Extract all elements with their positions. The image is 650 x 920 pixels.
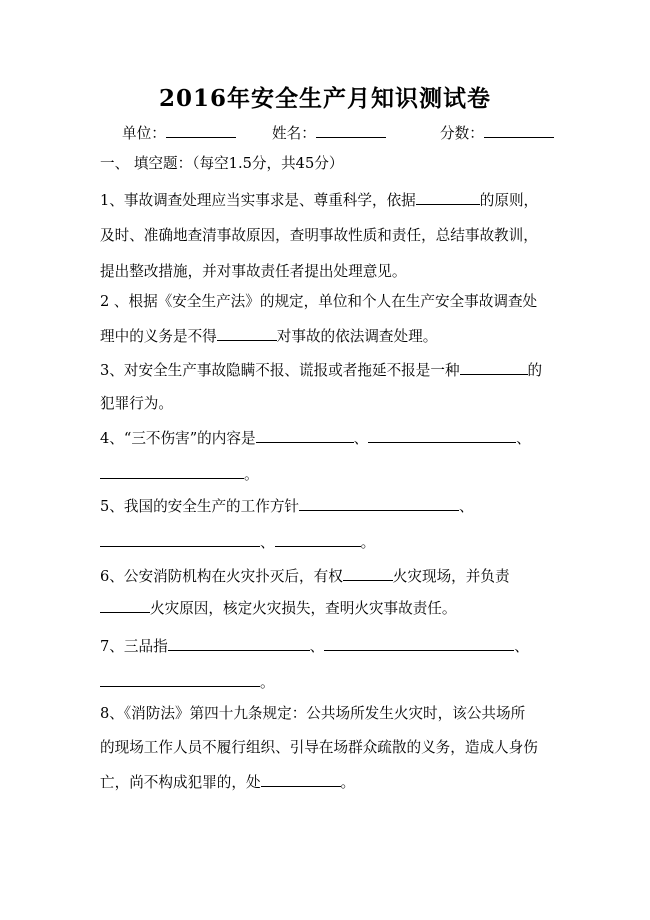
unit-field [122, 122, 236, 144]
question-7-line-1 [100, 636, 529, 656]
question-4-sep-2: 、 [516, 430, 531, 447]
question-7-line-2 [100, 672, 275, 692]
question-8-line-1: 8、《消防法》第四十九条规定：公共场所发生火灾时，该公共场所 [100, 705, 526, 722]
score-label: 分数： [440, 125, 484, 142]
question-7-sep-2: 、 [514, 638, 529, 655]
question-6-text-b: 火灾现场，并负责 [392, 568, 510, 585]
question-7-sep-1: 、 [309, 638, 325, 655]
question-4-sep-1: 、 [353, 430, 369, 447]
question-3-blank[interactable] [460, 360, 528, 375]
question-1-line-3: 提出整改措施，并对事故责任者提出处理意见。 [100, 263, 407, 280]
unit-label: 单位： [122, 125, 166, 142]
question-7-end: 。 [260, 674, 275, 691]
question-6-blank-2[interactable] [100, 598, 150, 613]
question-2-line-2 [100, 326, 437, 346]
question-7-blank-1[interactable] [168, 636, 310, 651]
name-blank[interactable] [316, 122, 386, 138]
question-4-text-a: 4、“三不伤害”的内容是 [100, 430, 256, 447]
unit-blank[interactable] [166, 122, 236, 138]
question-3-line-2: 犯罪行为。 [100, 395, 173, 412]
question-5-blank-2[interactable] [100, 532, 260, 547]
question-1-line-2: 及时、准确地查清事故原因，查明事故性质和责任，总结事故教训， [100, 227, 538, 244]
question-4-line-1 [100, 428, 531, 448]
question-6-line-1 [100, 566, 510, 586]
question-3-text-b: 的 [527, 362, 543, 379]
question-7-blank-3[interactable] [100, 672, 260, 687]
score-field [440, 122, 554, 144]
question-5-sep-2: 、 [260, 534, 275, 551]
question-4-blank-2[interactable] [368, 428, 516, 443]
question-4-line-2 [100, 464, 259, 484]
question-5-line-2 [100, 532, 375, 552]
name-field [272, 122, 386, 144]
question-5-blank-3[interactable] [275, 532, 361, 547]
question-2-line-1: 2 、根据《安全生产法》的规定，单位和个人在生产安全事故调查处 [100, 293, 538, 310]
question-8-blank[interactable] [261, 772, 341, 787]
question-3-line-1 [100, 360, 542, 380]
question-4-end: 。 [244, 466, 259, 483]
question-7-text-a: 7、三品指 [100, 638, 168, 655]
question-5-line-1 [100, 496, 474, 516]
question-1-blank[interactable] [416, 190, 480, 205]
question-5-text-a: 5、我国的安全生产的工作方针 [100, 498, 300, 515]
question-5-end: 。 [360, 534, 376, 551]
question-4-blank-3[interactable] [100, 464, 244, 479]
question-8-end: 。 [340, 774, 356, 791]
question-2-text-b: 对事故的依法调查处理。 [276, 328, 438, 345]
question-4-blank-1[interactable] [256, 428, 354, 443]
page-title: 2016年安全生产月知识测试卷 [158, 85, 491, 112]
question-6-text-a: 6、公安消防机构在火灾扑灭后，有权 [100, 568, 343, 585]
question-8-line-2: 的现场工作人员不履行组织、引导在场群众疏散的义务，造成人身伤 [100, 739, 538, 756]
question-5-blank-1[interactable] [299, 496, 459, 511]
question-3-text-a: 3、对安全生产事故隐瞒不报、谎报或者拖延不报是一种 [100, 362, 460, 379]
question-6-blank-1[interactable] [343, 566, 393, 581]
question-2-blank[interactable] [217, 326, 277, 341]
question-1-text-a: 1、事故调查处理应当实事求是、尊重科学，依据 [100, 192, 416, 209]
question-8-text-a: 亡，尚不构成犯罪的，处 [100, 774, 261, 791]
question-5-sep-1: 、 [459, 498, 474, 515]
question-1-text-b: 的原则， [479, 192, 539, 209]
score-blank[interactable] [484, 122, 554, 138]
question-1-line-1 [100, 190, 538, 210]
question-7-blank-2[interactable] [324, 636, 514, 651]
question-2-text-a: 理中的义务是不得 [100, 328, 217, 345]
name-label: 姓名： [272, 125, 316, 142]
section-heading: 一、 填空题：（每空1.5分，共45分） [100, 155, 344, 172]
question-6-line-2 [100, 598, 456, 618]
question-8-line-3 [100, 772, 355, 792]
question-6-text-c: 火灾原因，核定火灾损失，查明火灾事故责任。 [150, 600, 457, 617]
